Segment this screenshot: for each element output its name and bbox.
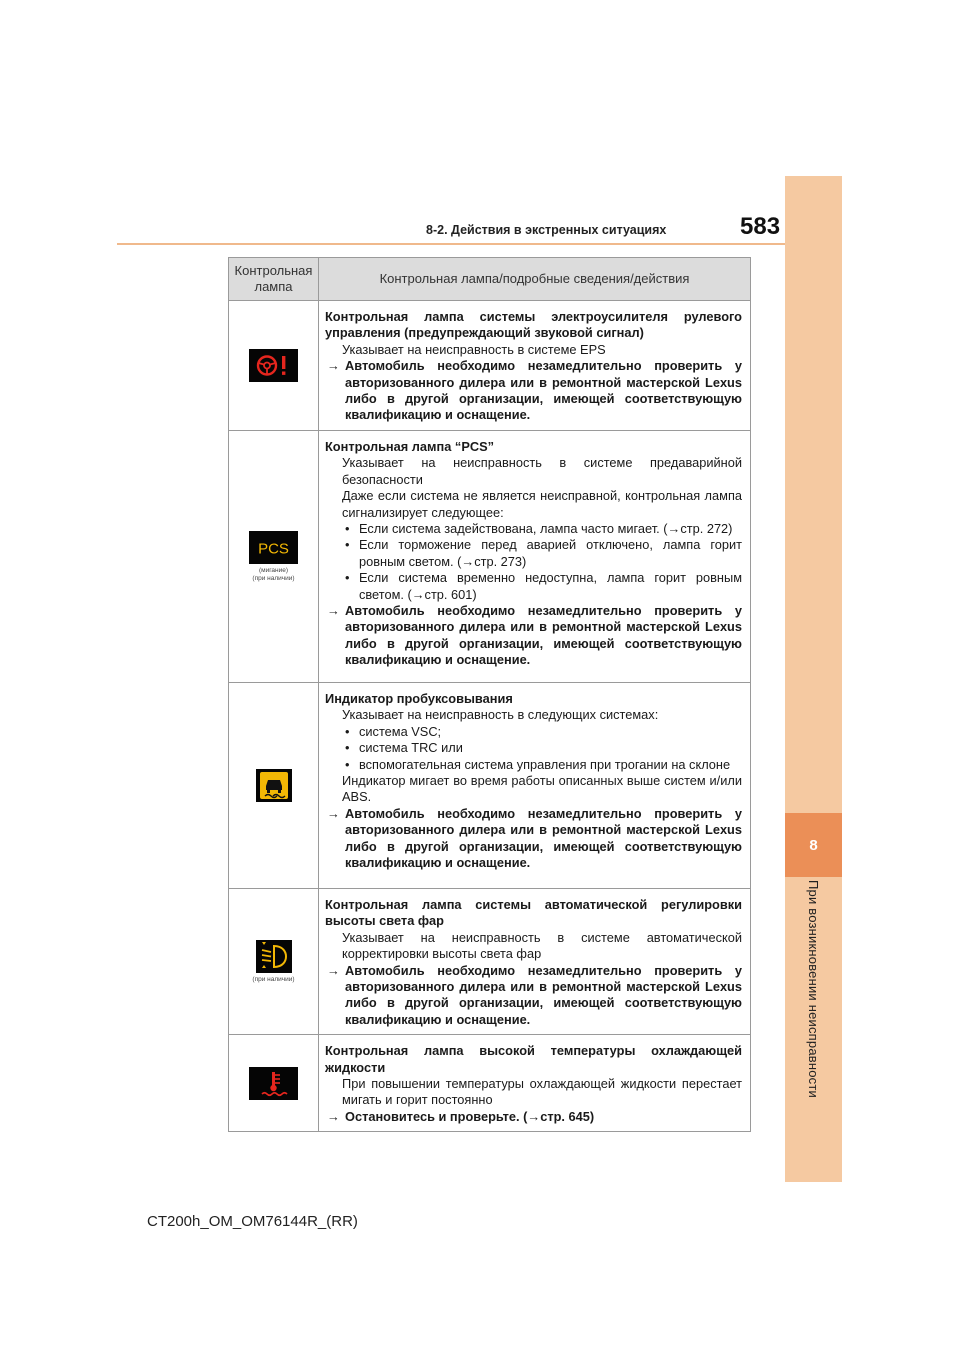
action-line bbox=[325, 603, 742, 669]
table-row bbox=[229, 1035, 751, 1132]
chapter-title-vertical bbox=[785, 880, 842, 1150]
arrow-icon: → bbox=[327, 1108, 340, 1124]
eps-warning-icon bbox=[249, 349, 298, 382]
header-divider bbox=[117, 243, 785, 245]
lamp-description bbox=[319, 1035, 751, 1132]
lamp-description bbox=[319, 301, 751, 431]
lamp-title: Контрольная лампа системы автоматической регулировки высоты света фар bbox=[325, 897, 742, 929]
list-item: • вспомогательная система управления при трогании на склоне bbox=[325, 757, 742, 773]
lamp-description bbox=[319, 683, 751, 889]
pcs-icon-label: PCS bbox=[258, 540, 289, 558]
action-text: Остановитесь и проверьте. (→стр. 645) bbox=[345, 1108, 595, 1124]
document-code: CT200h_OM_OM76144R_(RR) bbox=[147, 1213, 358, 1230]
lamp-icon-cell bbox=[229, 683, 319, 889]
description-line: Указывает на неисправность в следующих системах: bbox=[342, 707, 659, 723]
arrow-icon: → bbox=[327, 962, 340, 978]
table-row bbox=[229, 683, 751, 889]
action-text: Автомобиль необходимо незамедлительно проверить у авторизованного дилера или в ремонтной мастерской Lexus либо в другой организации, имеющей соответствующую квалификацию и оснащение. bbox=[345, 805, 742, 871]
header-details: Контрольная лампа/подробные сведения/действия bbox=[319, 258, 751, 301]
list-item: • система TRC или bbox=[325, 740, 742, 756]
description-line: При повышении температуры охлаждающей жидкости перестает мигать и горит постоянно bbox=[342, 1076, 742, 1108]
arrow-icon: → bbox=[327, 358, 340, 374]
chapter-number-tab bbox=[785, 813, 842, 877]
arrow-icon: → bbox=[327, 805, 340, 821]
lamp-title: Контрольная лампа системы электроусилителя рулевого управления (предупреждающий звуковой сигнал) bbox=[325, 309, 742, 341]
lamp-note: (мигание) bbox=[258, 567, 289, 574]
lamp-title: Контрольная лампа “PCS” bbox=[325, 439, 495, 454]
lamp-icon-cell bbox=[229, 1035, 319, 1132]
lamp-title: Контрольная лампа высокой температуры охлаждающей жидкости bbox=[325, 1043, 742, 1075]
table-row bbox=[229, 431, 751, 683]
list-item: • Если система временно недоступна, лампа горит ровным светом. (→стр. 601) bbox=[325, 570, 742, 603]
lamp-description bbox=[319, 431, 751, 683]
description-line: Указывает на неисправность в системе предаварийной безопасности bbox=[342, 455, 742, 487]
lamp-icon-cell bbox=[229, 889, 319, 1035]
pcs-warning-icon bbox=[249, 531, 298, 564]
action-line bbox=[325, 963, 742, 1029]
lamp-icon-cell bbox=[229, 431, 319, 683]
lamp-note: (при наличии) bbox=[252, 975, 295, 983]
page-number: 583 bbox=[740, 213, 781, 240]
action-text: Автомобиль необходимо незамедлительно проверить у авторизованного дилера или в ремонтной мастерской Lexus либо в другой организации, имеющей соответствующую квалификацию и оснащение. bbox=[345, 603, 742, 668]
arrow-icon: → bbox=[327, 603, 340, 619]
section-title: 8-2. Действия в экстренных ситуациях bbox=[426, 223, 667, 237]
description-line: Индикатор мигает во время работы описанных выше систем и/или ABS. bbox=[342, 773, 742, 805]
action-text: Автомобиль необходимо незамедлительно проверить у авторизованного дилера или в ремонтной мастерской Lexus либо в другой организации, имеющей соответствующую квалификацию и оснащение. bbox=[345, 962, 742, 1027]
action-line bbox=[325, 806, 742, 872]
header-lamp: Контрольная лампа bbox=[229, 258, 319, 301]
action-line bbox=[325, 1109, 742, 1125]
list-item: • система VSC; bbox=[325, 724, 742, 740]
table-header-row bbox=[229, 258, 751, 301]
chapter-number: 8 bbox=[809, 836, 818, 854]
action-line bbox=[325, 358, 742, 424]
action-text: Автомобиль необходимо незамедлительно проверить у авторизованного дилера или в ремонтной мастерской Lexus либо в другой организации, имеющей соответствующую квалификацию и оснащение. bbox=[345, 358, 742, 423]
lamp-title: Индикатор пробуксовывания bbox=[325, 691, 513, 706]
chapter-title: При возникновении неисправности bbox=[806, 880, 821, 1098]
lamp-icon-cell bbox=[229, 301, 319, 431]
headlight-leveling-icon bbox=[256, 940, 292, 973]
table-row bbox=[229, 301, 751, 431]
coolant-temp-icon bbox=[249, 1067, 298, 1100]
description-line: Указывает на неисправность в системе автоматической корректировки высоты света фар bbox=[342, 929, 742, 962]
description-line: Указывает на неисправность в системе EPS bbox=[342, 341, 606, 357]
slip-indicator-icon bbox=[256, 769, 292, 802]
warning-lamp-table bbox=[228, 257, 751, 1132]
table-row bbox=[229, 889, 751, 1035]
lamp-note: (при наличии) bbox=[252, 574, 295, 582]
description-line: Даже если система не является неисправной, контрольная лампа сигнализирует следующее: bbox=[342, 488, 742, 520]
list-item: • Если система задействована, лампа часто мигает. (→стр. 272) bbox=[325, 521, 742, 537]
list-item: • Если торможение перед аварией отключено, лампа горит ровным светом. (→стр. 273) bbox=[325, 537, 742, 570]
lamp-description bbox=[319, 889, 751, 1035]
